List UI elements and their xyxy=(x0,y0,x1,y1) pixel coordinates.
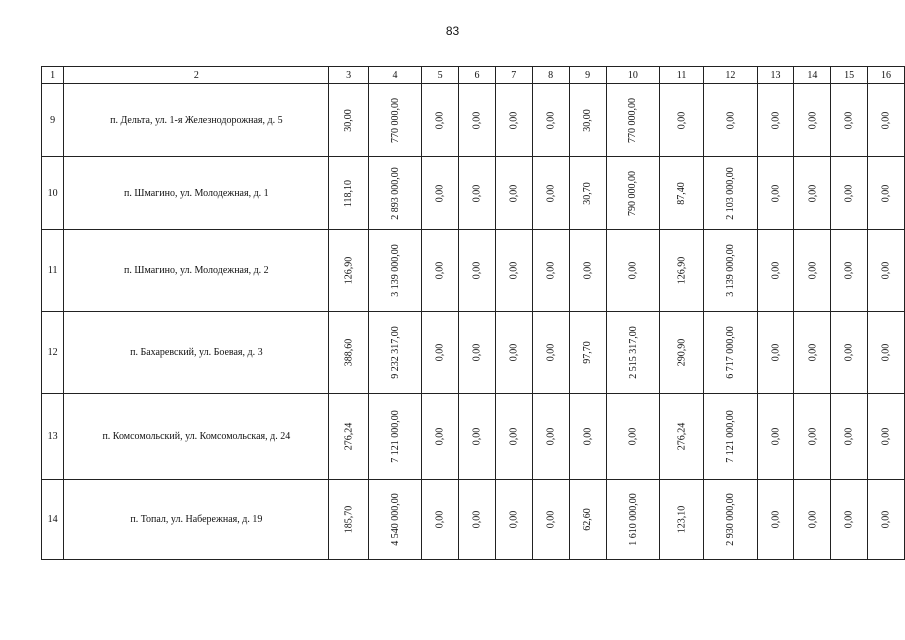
value-cell xyxy=(606,394,660,480)
value-text: 0,00 xyxy=(508,427,520,446)
value-text: 0,00 xyxy=(508,343,520,362)
value-text: 3 139 000,00 xyxy=(389,244,401,297)
value-cell xyxy=(329,312,368,394)
value-text: 0,00 xyxy=(843,111,855,129)
value-text: 0,00 xyxy=(434,427,446,446)
value-text: 770 000,00 xyxy=(627,97,639,143)
value-text: 0,00 xyxy=(471,427,483,446)
value-text: 0,00 xyxy=(434,261,446,280)
value-cell xyxy=(459,230,496,312)
value-cell xyxy=(329,157,368,230)
value-text: 30,00 xyxy=(343,108,355,132)
value-cell xyxy=(831,312,868,394)
value-cell xyxy=(868,157,905,230)
value-text: 0,00 xyxy=(471,184,483,202)
value-cell xyxy=(569,230,606,312)
value-text: 0,00 xyxy=(770,427,782,446)
value-cell xyxy=(532,84,569,157)
value-text: 0,00 xyxy=(843,261,855,280)
value-text: 0,00 xyxy=(545,427,557,446)
value-cell xyxy=(757,84,794,157)
header-cell: 8 xyxy=(532,67,569,84)
value-cell xyxy=(459,312,496,394)
value-cell xyxy=(459,157,496,230)
page-number: 83 xyxy=(445,24,460,38)
value-text: 0,00 xyxy=(471,510,483,529)
value-cell xyxy=(831,230,868,312)
row-number: 9 xyxy=(42,84,64,157)
value-text: 0,00 xyxy=(843,343,855,362)
value-cell xyxy=(459,480,496,560)
value-cell xyxy=(495,230,532,312)
value-text: 0,00 xyxy=(471,343,483,362)
table-row xyxy=(42,312,905,394)
row-number: 12 xyxy=(42,312,64,394)
value-text: 7 121 000,00 xyxy=(724,410,736,463)
value-cell xyxy=(794,312,831,394)
value-cell xyxy=(606,84,660,157)
address-cell: п. Дельта, ул. 1-я Железнодорожная, д. 5 xyxy=(64,84,329,157)
value-cell xyxy=(368,312,422,394)
value-text: 97,70 xyxy=(582,341,594,364)
value-cell xyxy=(868,312,905,394)
value-text: 6 717 000,00 xyxy=(724,326,736,379)
value-text: 126,90 xyxy=(343,256,355,285)
address-cell: п. Бахаревский, ул. Боевая, д. 3 xyxy=(64,312,329,394)
header-cell: 15 xyxy=(831,67,868,84)
value-cell xyxy=(831,84,868,157)
row-number: 14 xyxy=(42,480,64,560)
value-cell xyxy=(569,312,606,394)
value-cell xyxy=(368,157,422,230)
value-cell xyxy=(606,230,660,312)
value-text: 0,00 xyxy=(471,111,483,129)
value-cell xyxy=(329,230,368,312)
value-cell xyxy=(660,230,704,312)
header-cell: 4 xyxy=(368,67,422,84)
value-cell xyxy=(704,480,758,560)
value-text: 2 103 000,00 xyxy=(724,166,736,220)
value-cell xyxy=(660,84,704,157)
value-cell xyxy=(569,84,606,157)
value-cell xyxy=(495,157,532,230)
value-text: 0,00 xyxy=(880,111,892,129)
header-cell: 12 xyxy=(704,67,758,84)
table-row xyxy=(42,230,905,312)
value-text: 0,00 xyxy=(434,184,446,202)
value-cell xyxy=(831,480,868,560)
value-text: 0,00 xyxy=(545,111,557,129)
value-cell xyxy=(757,230,794,312)
header-cell: 16 xyxy=(868,67,905,84)
value-text: 0,00 xyxy=(434,343,446,362)
value-cell xyxy=(368,480,422,560)
value-cell xyxy=(569,157,606,230)
value-cell xyxy=(868,84,905,157)
address-cell: п. Шмагино, ул. Молодежная, д. 1 xyxy=(64,157,329,230)
table-row xyxy=(42,394,905,480)
value-cell xyxy=(532,230,569,312)
value-text: 2 515 317,00 xyxy=(627,326,639,379)
value-cell xyxy=(495,394,532,480)
value-text: 0,00 xyxy=(806,261,818,280)
address-cell: п. Комсомольский, ул. Комсомольская, д. 24 xyxy=(64,394,329,480)
header-cell: 9 xyxy=(569,67,606,84)
value-text: 0,00 xyxy=(880,427,892,446)
value-text: 0,00 xyxy=(806,343,818,362)
value-cell xyxy=(532,480,569,560)
header-cell: 10 xyxy=(606,67,660,84)
value-cell xyxy=(422,230,459,312)
value-cell xyxy=(660,394,704,480)
value-cell xyxy=(704,312,758,394)
value-text: 790 000,00 xyxy=(627,170,639,216)
value-cell xyxy=(495,480,532,560)
row-number: 13 xyxy=(42,394,64,480)
value-cell xyxy=(422,84,459,157)
value-text: 0,00 xyxy=(843,427,855,446)
value-text: 0,00 xyxy=(545,343,557,362)
value-text: 0,00 xyxy=(582,261,594,280)
value-cell xyxy=(569,480,606,560)
value-cell xyxy=(329,394,368,480)
header-cell: 13 xyxy=(757,67,794,84)
value-cell xyxy=(831,394,868,480)
value-cell xyxy=(757,312,794,394)
value-cell xyxy=(606,312,660,394)
value-cell xyxy=(495,84,532,157)
header-cell: 2 xyxy=(64,67,329,84)
value-cell xyxy=(329,84,368,157)
header-row xyxy=(42,67,905,84)
value-text: 0,00 xyxy=(880,343,892,362)
value-text: 0,00 xyxy=(434,111,446,129)
value-text: 123,10 xyxy=(676,505,688,534)
value-cell xyxy=(794,84,831,157)
value-cell xyxy=(868,230,905,312)
value-cell xyxy=(368,230,422,312)
header-cell: 5 xyxy=(422,67,459,84)
value-cell xyxy=(532,312,569,394)
table-row xyxy=(42,480,905,560)
value-text: 30,70 xyxy=(582,181,594,205)
header-cell: 14 xyxy=(794,67,831,84)
header-cell: 7 xyxy=(495,67,532,84)
value-cell xyxy=(368,394,422,480)
value-cell xyxy=(532,394,569,480)
value-text: 0,00 xyxy=(508,261,520,280)
value-text: 9 232 317,00 xyxy=(389,326,401,379)
value-cell xyxy=(757,157,794,230)
value-text: 0,00 xyxy=(676,111,688,129)
value-text: 0,00 xyxy=(770,184,782,202)
value-cell xyxy=(757,394,794,480)
value-text: 0,00 xyxy=(806,510,818,529)
value-cell xyxy=(532,157,569,230)
value-cell xyxy=(868,480,905,560)
value-text: 118,10 xyxy=(343,179,355,207)
value-text: 0,00 xyxy=(843,510,855,529)
row-number: 11 xyxy=(42,230,64,312)
value-text: 0,00 xyxy=(508,510,520,529)
value-text: 4 540 000,00 xyxy=(389,493,401,546)
value-cell xyxy=(660,480,704,560)
value-cell xyxy=(459,84,496,157)
address-cell: п. Топал, ул. Набережная, д. 19 xyxy=(64,480,329,560)
value-text: 7 121 000,00 xyxy=(389,410,401,463)
value-cell xyxy=(704,84,758,157)
value-text: 0,00 xyxy=(434,510,446,529)
value-text: 30,00 xyxy=(582,108,594,132)
value-cell xyxy=(368,84,422,157)
value-text: 0,00 xyxy=(545,184,557,202)
value-cell xyxy=(704,157,758,230)
value-cell xyxy=(606,480,660,560)
value-text: 0,00 xyxy=(806,184,818,202)
value-cell xyxy=(606,157,660,230)
value-text: 0,00 xyxy=(770,261,782,280)
value-text: 0,00 xyxy=(508,111,520,129)
value-text: 388,60 xyxy=(343,338,355,367)
value-text: 0,00 xyxy=(471,261,483,280)
value-cell xyxy=(422,480,459,560)
value-cell xyxy=(794,394,831,480)
value-cell xyxy=(868,394,905,480)
value-text: 126,90 xyxy=(676,256,688,285)
value-text: 3 139 000,00 xyxy=(724,244,736,297)
row-number: 10 xyxy=(42,157,64,230)
value-cell xyxy=(329,480,368,560)
value-text: 0,00 xyxy=(545,510,557,529)
value-cell xyxy=(459,394,496,480)
value-text: 0,00 xyxy=(582,427,594,446)
value-text: 770 000,00 xyxy=(389,97,401,143)
value-text: 0,00 xyxy=(880,261,892,280)
header-cell: 6 xyxy=(459,67,496,84)
value-cell xyxy=(422,312,459,394)
value-text: 0,00 xyxy=(806,111,818,129)
value-text: 0,00 xyxy=(508,184,520,202)
value-text: 0,00 xyxy=(843,184,855,202)
table-body xyxy=(42,67,905,560)
value-text: 0,00 xyxy=(880,510,892,529)
header-cell: 1 xyxy=(42,67,64,84)
value-cell xyxy=(569,394,606,480)
value-cell xyxy=(660,312,704,394)
value-cell xyxy=(757,480,794,560)
value-text: 0,00 xyxy=(770,111,782,129)
value-text: 0,00 xyxy=(545,261,557,280)
value-text: 0,00 xyxy=(724,111,736,129)
value-cell xyxy=(831,157,868,230)
address-cell: п. Шмагино, ул. Молодежная, д. 2 xyxy=(64,230,329,312)
value-text: 87,40 xyxy=(676,181,688,205)
value-text: 290,90 xyxy=(676,338,688,367)
value-cell xyxy=(794,157,831,230)
value-text: 276,24 xyxy=(343,422,355,451)
value-cell xyxy=(495,312,532,394)
value-text: 276,24 xyxy=(676,422,688,451)
value-text: 0,00 xyxy=(880,184,892,202)
value-cell xyxy=(794,230,831,312)
value-text: 0,00 xyxy=(806,427,818,446)
value-text: 2 930 000,00 xyxy=(724,493,736,546)
header-cell: 11 xyxy=(660,67,704,84)
header-cell: 3 xyxy=(329,67,368,84)
value-text: 62,60 xyxy=(582,508,594,531)
value-cell xyxy=(794,480,831,560)
value-cell xyxy=(660,157,704,230)
table-row xyxy=(42,157,905,230)
table-row xyxy=(42,84,905,157)
value-text: 185,70 xyxy=(343,505,355,534)
value-text: 0,00 xyxy=(770,343,782,362)
value-text: 2 893 000,00 xyxy=(389,166,401,220)
value-cell xyxy=(422,157,459,230)
value-text: 0,00 xyxy=(627,261,639,280)
value-cell xyxy=(704,230,758,312)
value-cell xyxy=(704,394,758,480)
data-table xyxy=(41,66,905,560)
value-text: 0,00 xyxy=(770,510,782,529)
value-text: 0,00 xyxy=(627,427,639,446)
value-text: 1 610 000,00 xyxy=(627,493,639,546)
value-cell xyxy=(422,394,459,480)
